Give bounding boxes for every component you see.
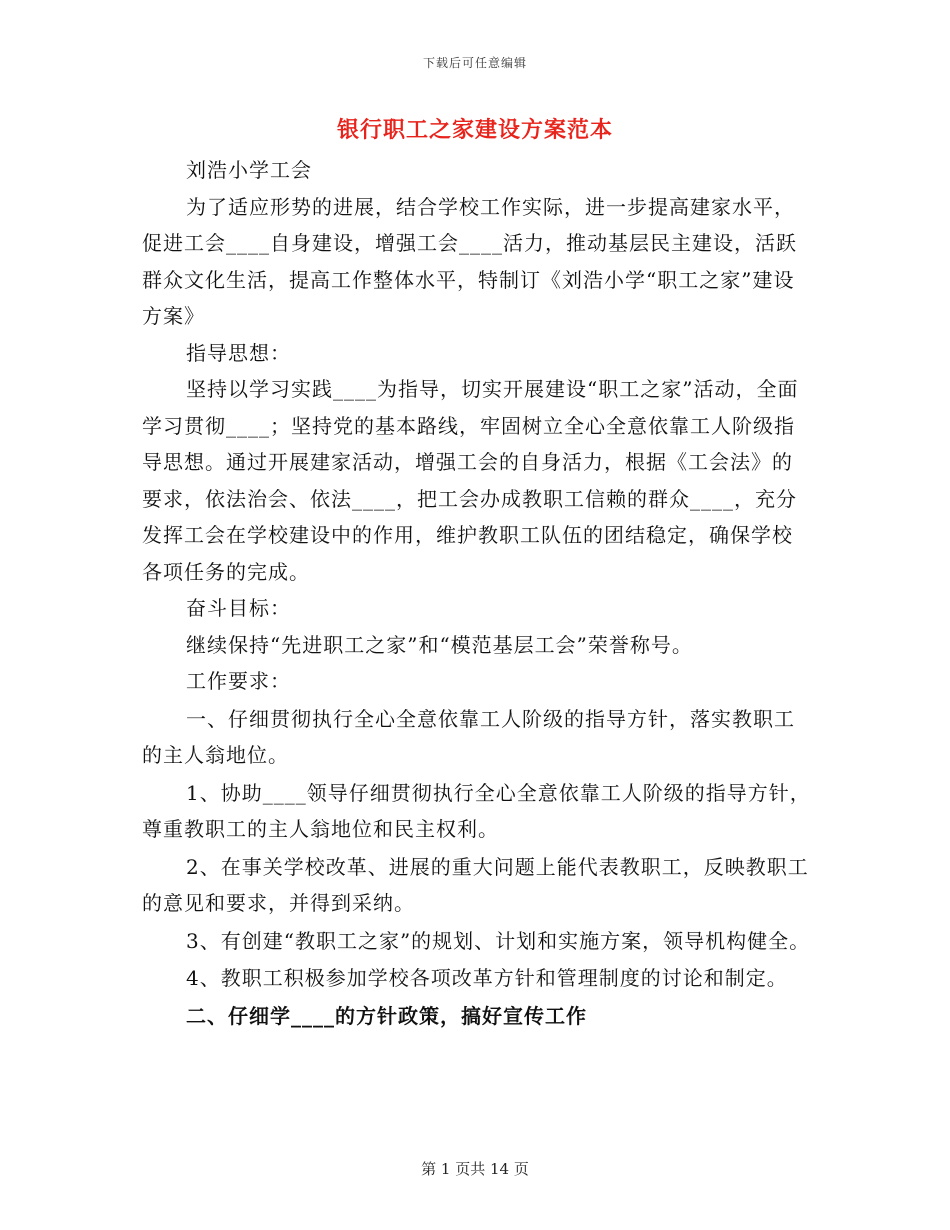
requirement-subitem-4: 4、教职工积极参加学校各项改革方针和管理制度的讨论和制定。: [186, 966, 788, 990]
section-heading-goal: 奋斗目标：: [186, 596, 291, 620]
section-heading-guiding-thought: 指导思想：: [186, 340, 291, 365]
requirement-subitem-1: 1、协助____领导仔细贯彻执行全心全意依靠工人阶级的指导方针，尊重教职工的主人翁地位和民主权利。: [142, 780, 811, 841]
requirement-item-1-heading: 一、仔细贯彻执行全心全意依靠工人阶级的指导方针，落实教职工的主人翁地位。: [142, 706, 795, 767]
intro-paragraph: 为了适应形势的进展，结合学校工作实际，进一步提高建家水平，促进工会____自身建设，增强工会____活力，推动基层民主建设，活跃群众文化生活，提高工作整体水平，特制订《刘浩小学“职工之家”建设方案》: [142, 194, 797, 328]
document-title: 银行职工之家建设方案范本: [336, 117, 613, 143]
requirement-item-2-heading: 二、仔细学____的方针政策，搞好宣传工作: [186, 1003, 587, 1028]
section-heading-requirements: 工作要求：: [186, 669, 291, 693]
goal-paragraph: 继续保持“先进职工之家”和“模范基层工会”荣誉称号。: [186, 632, 693, 657]
guiding-thought-paragraph: 坚持以学习实践____为指导，切实开展建设“职工之家”活动，全面学习贯彻____；坚持党的基本路线，牢固树立全心全意依靠工人阶级指导思想。通过开展建家活动，增强工会的自身活力，根据《工会法》的要求，依法治会、依法____，把工会办成教职工信赖的群众____，充分发挥工会在学校建设中的作用，维护教职工队伍的团结稳定，确保学校各项任务的完成。: [142, 377, 799, 584]
document-body: [142, 152, 812, 1035]
requirement-subitem-3: 3、有创建“教职工之家”的规划、计划和实施方案，领导机构健全。: [186, 928, 811, 953]
page-number-footer: 第 1 页共 14 页: [421, 1160, 529, 1178]
author-line: 刘浩小学工会: [186, 158, 312, 182]
page-header-note: 下载后可任意编辑: [422, 56, 527, 70]
requirement-subitem-2: 2、在事关学校改革、进展的重大问题上能代表教职工，反映教职工的意见和要求，并得到采纳。: [142, 854, 809, 915]
